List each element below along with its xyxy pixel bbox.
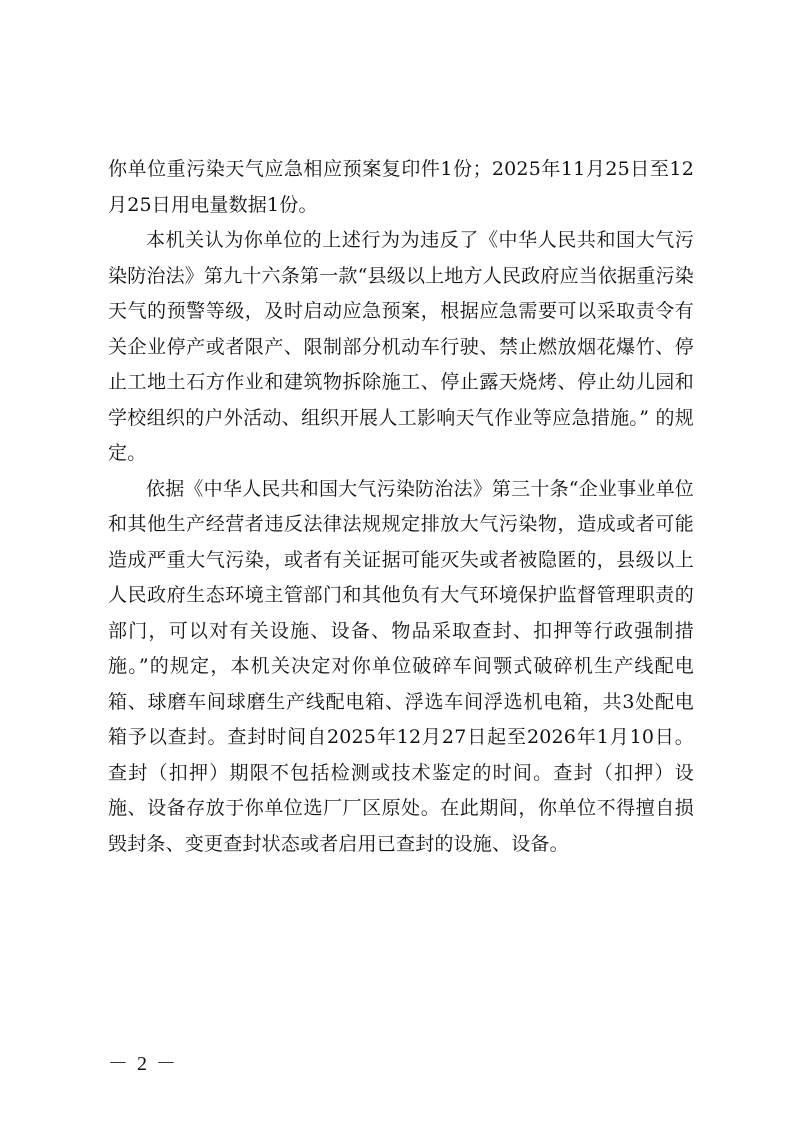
paragraph-seizure-decision: 依据《中华人民共和国大气污染防治法》第三十条“企业事业单位和其他生产经营者违反法律法规规定排放大气污染物，造成或者可能造成严重大气污染，或者有关证据可能灭失或者被隐匿的，县级以上人民政府生态环境主管部门和其他负有大气环境保护监督管理职责的部门，可以对有关设施、设备、物品采取查封、扣押等行政强制措施。”的规定，本机关决定对你单位破碎车间颚式破碎机生产线配电箱、球磨车间球磨生产线配电箱、浮选车间浮选机电箱，共3处配电箱予以查封。查封时间自2025年12月27日起至2026年1月10日。查封（扣押）期限不包括检测或技术鉴定的时间。查封（扣押）设施、设备存放于你单位选厂厂区原处。在此期间，你单位不得擅自损毁封条、变更查封状态或者启用已查封的设施、设备。 xyxy=(108,477,694,855)
document-body xyxy=(108,152,694,862)
paragraph-evidence-list: 你单位重污染天气应急相应预案复印件1份；2025年11月25日至12月25日用电量数据1份。 xyxy=(108,158,694,216)
paragraph-violation-finding: 本机关认为你单位的上述行为为违反了《中华人民共和国大气污染防治法》第九十六条第一款“县级以上地方人民政府应当依据重污染天气的预警等级，及时启动应急预案，根据应急需要可以采取责令有关企业停产或者限产、限制部分机动车行驶、禁止燃放烟花爆竹、停止工地土石方作业和建筑物拆除施工、停止露天烧烤、停止幼儿园和学校组织的户外活动、组织开展人工影响天气作业等应急措施。” 的规定。 xyxy=(108,229,694,464)
page-number: － 2 － xyxy=(108,1053,178,1075)
